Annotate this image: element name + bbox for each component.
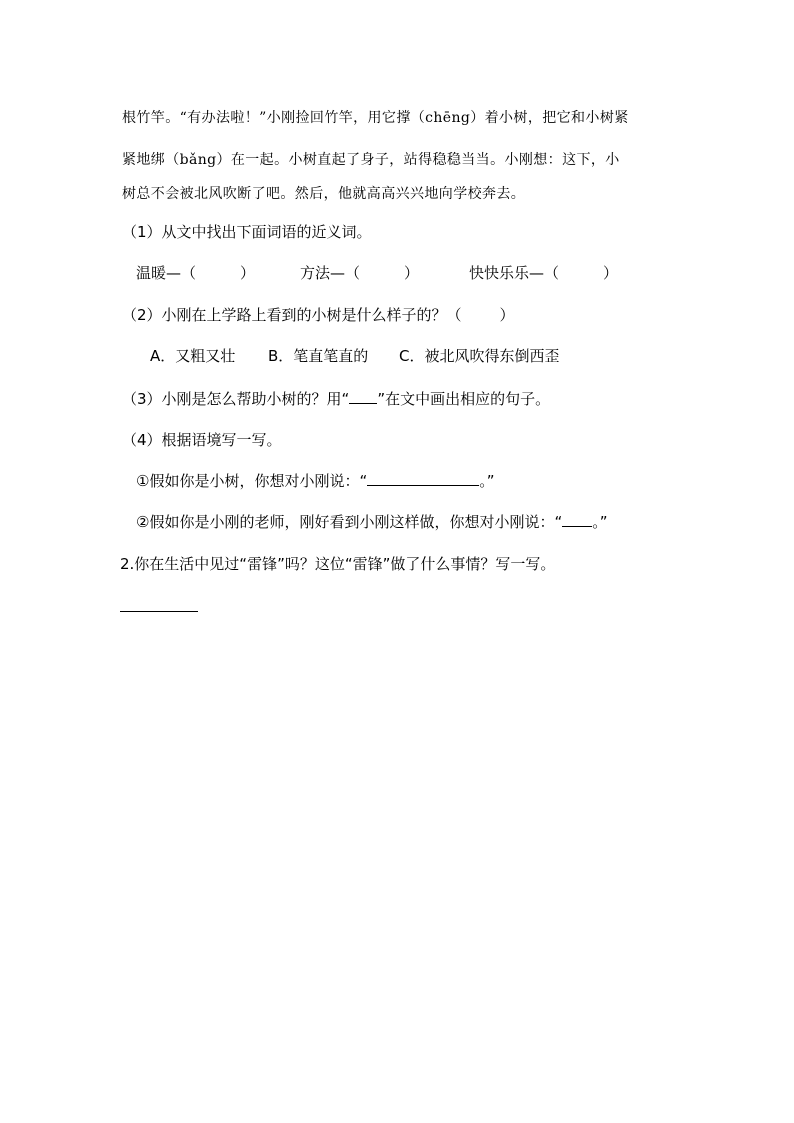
q4-sub2-end: 。” bbox=[592, 513, 608, 531]
question-2-prompt: 2.你在生活中见过“雷锋”吗？这位“雷锋”做了什么事情？写一写。 bbox=[120, 555, 556, 573]
q4-sub1-row bbox=[136, 471, 495, 491]
q1-prompt: （1）从文中找出下面词语的近义词。 bbox=[122, 223, 372, 241]
q2-prompt-row bbox=[122, 305, 515, 325]
q1-item-1: 温暖—（ bbox=[136, 264, 197, 282]
q1-item-3: 快快乐乐—（ bbox=[469, 264, 560, 282]
q1-close-2: ） bbox=[404, 264, 420, 282]
q2-close: ） bbox=[499, 306, 515, 324]
q1-synonym-row bbox=[136, 263, 255, 283]
q4-sub2-start: ②假如你是小刚的老师，刚好看到小刚这样做，你想对小刚说：“ bbox=[136, 513, 563, 531]
q1-synonym-row-3 bbox=[469, 263, 618, 283]
q3-underline-sample bbox=[349, 389, 377, 404]
q2-prompt: （2）小刚在上学路上看到的小树是什么样子的？（ bbox=[122, 306, 462, 324]
question-2-answer-line[interactable] bbox=[120, 611, 198, 612]
passage-line-2: 紧地绑（bǎng）在一起。小树直起了身子，站得稳稳当当。小刚想：这下，小 bbox=[122, 152, 620, 168]
passage-line-1: 根竹竿。“有办法啦！”小刚捡回竹竿，用它撑（chēng）着小树，把它和小树紧 bbox=[122, 110, 629, 126]
q1-synonym-row-2 bbox=[300, 263, 419, 283]
q4-sub1-end: 。” bbox=[479, 472, 495, 490]
q3-prompt-start: （3）小刚是怎么帮助小树的？用“ bbox=[122, 390, 350, 408]
q3-prompt-end: ”在文中画出相应的句子。 bbox=[377, 390, 551, 408]
q1-close-1: ） bbox=[240, 264, 256, 282]
q2-option-b[interactable]: B．笔直笔直的 bbox=[268, 347, 369, 365]
q4-sub2-row bbox=[136, 512, 608, 532]
q4-sub1-start: ①假如你是小树，你想对小刚说：“ bbox=[136, 472, 368, 490]
q3-prompt-row bbox=[122, 389, 550, 409]
q4-sub2-answer-blank[interactable] bbox=[562, 512, 592, 527]
passage-line-3: 树总不会被北风吹断了吧。然后，他就高高兴兴地向学校奔去。 bbox=[122, 186, 526, 202]
q1-close-3: ） bbox=[603, 264, 619, 282]
q4-prompt: （4）根据语境写一写。 bbox=[122, 431, 282, 449]
q2-option-c[interactable]: C．被北风吹得东倒西歪 bbox=[399, 347, 560, 365]
q1-item-2: 方法—（ bbox=[300, 264, 361, 282]
q4-sub1-answer-blank[interactable] bbox=[367, 471, 479, 486]
q2-option-a[interactable]: A．又粗又壮 bbox=[150, 347, 236, 365]
